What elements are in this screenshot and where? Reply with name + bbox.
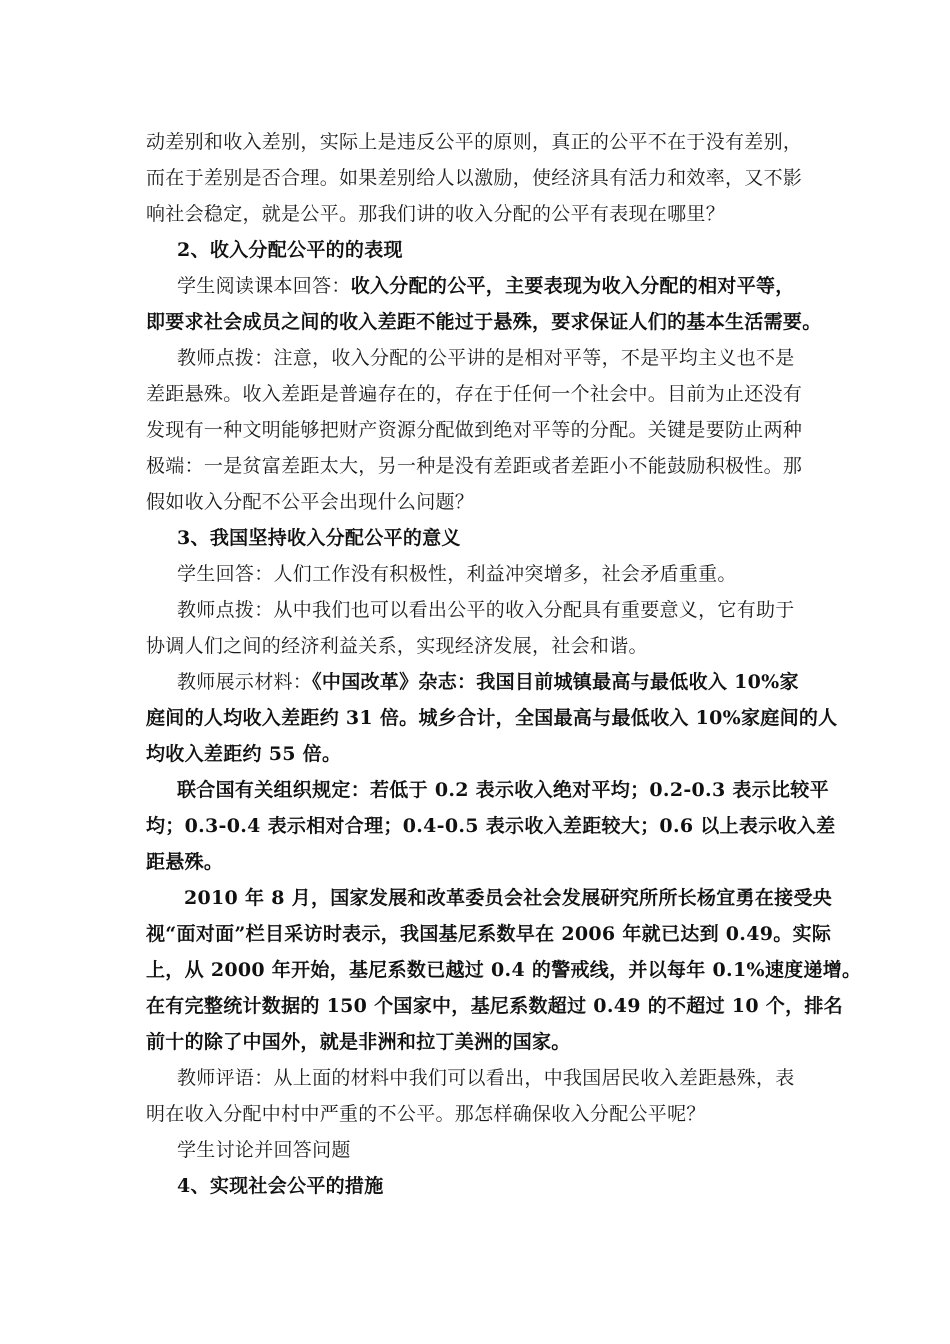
text-line: 即要求社会成员之间的收入差距不能过于悬殊，要求保证人们的基本生活需要。: [146, 311, 822, 333]
text-line: 动差别和收入差别，实际上是违反公平的原则，真正的公平不在于没有差别，: [146, 131, 803, 153]
bold-material: 《中国改革》杂志：我国目前城镇最高与最低收入 10%家: [312, 671, 799, 693]
text-line: 发现有一种文明能够把财产资源分配做到绝对平等的分配。关键是要防止两种: [146, 419, 803, 441]
text-line: 教师评语：从上面的材料中我们可以看出，中我国居民收入差距悬殊，表: [177, 1067, 795, 1089]
text-line: 极端：一是贫富差距太大，另一种是没有差距或者差距小不能鼓励积极性。那: [146, 455, 803, 477]
text-line: 2010 年 8 月，国家发展和改革委员会社会发展研究所所长杨宜勇在接受央: [184, 887, 833, 909]
text-line: 教师点拨：从中我们也可以看出公平的收入分配具有重要意义，它有助于: [177, 599, 795, 621]
bold-answer: 收入分配的公平，主要表现为收入分配的相对平等，: [350, 275, 795, 297]
text-line: 而在于差别是否合理。如果差别给人以激励，使经济具有活力和效率，又不影: [146, 167, 803, 189]
text-line: 差距悬殊。收入差距是普遍存在的，存在于任何一个社会中。目前为止还没有: [146, 383, 803, 405]
section-heading: 4、实现社会公平的措施: [177, 1175, 384, 1197]
text-line: 教师点拨：注意，收入分配的公平讲的是相对平等，不是平均主义也不是: [177, 347, 795, 369]
text-line: 响社会稳定，就是公平。那我们讲的收入分配的公平有表现在哪里？: [146, 203, 726, 225]
section-heading: 2、收入分配公平的的表现: [177, 239, 403, 261]
section-heading: 3、我国坚持收入分配公平的意义: [177, 527, 461, 549]
text-line: 学生讨论并回答问题: [177, 1139, 351, 1161]
text-line: 均；0.3-0.4 表示相对合理；0.4-0.5 表示收入差距较大；0.6 以上表示收入差: [146, 815, 836, 837]
text-line: 联合国有关组织规定：若低于 0.2 表示收入绝对平均；0.2-0.3 表示比较平: [177, 779, 829, 801]
text-line: 上，从 2000 年开始，基尼系数已越过 0.4 的警戒线，并以每年 0.1%速度递增。: [146, 959, 862, 981]
text-line: 协调人们之间的经济利益关系，实现经济发展，社会和谐。: [146, 635, 648, 657]
label-prefix: 教师展示材料：: [177, 671, 313, 693]
text-line: 均收入差距约 55 倍。: [146, 743, 342, 765]
text-line: [177, 274, 795, 298]
text-line: 明在收入分配中村中严重的不公平。那怎样确保收入分配公平呢？: [146, 1103, 706, 1125]
text-line: 在有完整统计数据的 150 个国家中，基尼系数超过 0.49 的不超过 10 个，排名: [146, 995, 843, 1017]
text-line: [177, 670, 799, 694]
label-prefix: 学生阅读课本回答：: [177, 275, 351, 297]
text-line: 距悬殊。: [146, 851, 224, 873]
text-line: 庭间的人均收入差距约 31 倍。城乡合计，全国最高与最低收入 10%家庭间的人: [146, 707, 838, 729]
text-line: 前十的除了中国外，就是非洲和拉丁美洲的国家。: [146, 1031, 571, 1053]
text-line: 学生回答：人们工作没有积极性，利益冲突增多，社会矛盾重重。: [177, 563, 737, 585]
text-line: 视“面对面”栏目采访时表示，我国基尼系数早在 2006 年就已达到 0.49。实际: [146, 923, 832, 945]
text-line: 假如收入分配不公平会出现什么问题？: [146, 491, 475, 513]
